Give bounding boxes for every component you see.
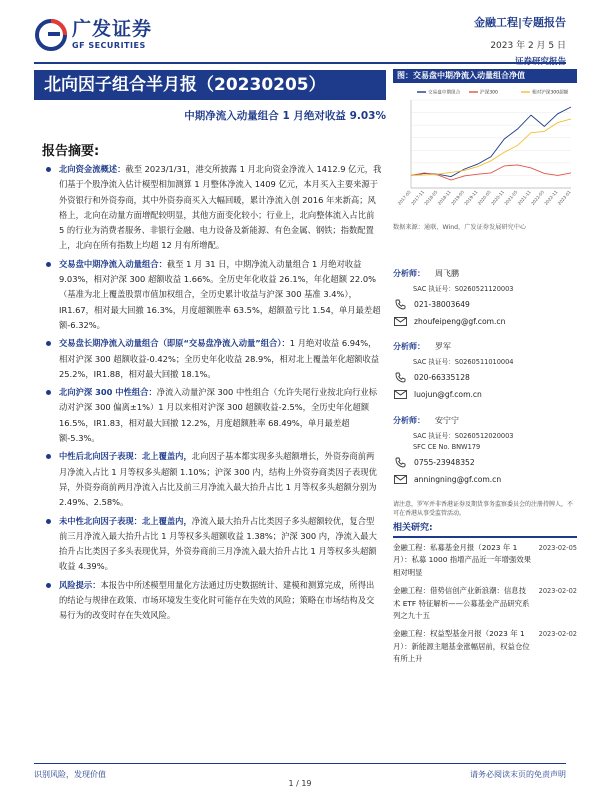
abstract-item-text: 1 月绝对收益 6.94%，相对沪深 300 超额收益-0.42%；全历史年化收益 28.9%，相对北上覆盖年化超额收益 25.2%，IR1.88，相对最大回撤 18.1%。	[59, 338, 380, 379]
related-list	[393, 542, 577, 672]
company-logo	[34, 18, 174, 52]
header-meta	[474, 14, 566, 67]
phone-icon	[393, 371, 408, 383]
chart-x-tick-label: 2021-11	[516, 189, 532, 207]
abstract-item-heading: 风险提示：	[59, 579, 101, 590]
nav-line-chart	[393, 84, 577, 216]
analyst-name: 罗军	[435, 342, 451, 351]
chart-x-tick-label: 2022-11	[543, 189, 559, 207]
analyst-note: 请注意，罗军并非香港证券及期货事务监察委员会的注册持牌人，不可在香港从事受监管活动。	[393, 501, 574, 517]
email-icon	[393, 388, 408, 400]
chart-x-tick-label: 2022-05	[530, 189, 546, 207]
abstract-item	[42, 449, 382, 510]
related-date: 2023-02-02	[538, 630, 577, 639]
abstract-item-text: 截至 1 月 31 日，中期净流入动量组合 1 月绝对收益 9.03%，相对沪深 300 超额收益 1.66%。全历史年化收益 26.1%，年化超额 22.0%（基准为北上覆盖股票市值加权组合，全历史累计收益与沪深 300 基准 3.4%），IR1.67，相对最大回撤 16.3%，月度超额胜率 63.5%，超额盈亏比 1.54，单月最差超额-6.32%。	[59, 258, 381, 330]
abstract-item-text: 北向因子基本都实现多头超额增长，外资券商前两月净流入占比 1 月等权多头超额 1.10%；沪深 300 内，结构上外资券商类因子表现优异，外资券商前两月净流入占比及前三月净流入最大抬升占比 1 月等权多头超额分别为 2.49%、2.58%。	[59, 451, 377, 508]
abstract-item	[42, 162, 382, 254]
chart-x-tick-label: 2019-11	[463, 189, 479, 207]
abstract-item-heading: 交易盘长期净流入动量组合（即原“交易盘净流入动量”组合）：	[59, 338, 290, 349]
analyst-label: 分析师：	[393, 269, 425, 278]
bullet-icon	[46, 262, 51, 267]
gf-logo-icon	[34, 18, 68, 52]
abstract-list	[42, 162, 382, 627]
chart-x-tick-label: 2017-05	[396, 189, 412, 207]
report-type: 金融工程|专题报告	[473, 16, 566, 29]
chart-legend-label: 相对沪深300超额	[532, 90, 569, 96]
email-icon	[393, 473, 408, 485]
page-number: 1 / 19	[288, 779, 312, 788]
abstract-item-heading: 交易盘中期净流入动量组合：	[59, 258, 167, 269]
analyst-label: 分析师：	[393, 416, 425, 425]
chart-x-tick-label: 2023-01	[556, 189, 572, 207]
abstract-item	[42, 514, 382, 575]
analyst-email[interactable]: luojun@gf.com.cn	[414, 389, 482, 399]
chart-x-tick-label: 2017-11	[410, 189, 426, 207]
analyst-sfc: SFC CE No. BNW179	[413, 443, 481, 451]
analyst-sac: SAC 执证号：S0260512020003	[413, 432, 514, 440]
report-title: 北向因子组合半月报（20230205）	[34, 70, 386, 100]
chart-x-tick-label: 2021-05	[503, 189, 519, 207]
chart-legend-label: 沪深300	[480, 90, 498, 96]
chart-x-tick-label: 2018-05	[423, 189, 439, 207]
bullet-icon	[46, 341, 51, 346]
bullet-icon	[46, 167, 51, 172]
analyst-name: 周飞鹏	[435, 269, 459, 278]
analyst-sac: SAC 执证号：S0260511010004	[413, 358, 514, 366]
abstract-item-heading: 未中性北向因子表现：北上覆盖内，	[59, 515, 192, 526]
phone-icon	[393, 298, 408, 310]
header-divider	[34, 62, 566, 64]
logo-cn-text: 广发证券	[72, 18, 153, 40]
analyst-email[interactable]: zhoufeipeng@gf.com.cn	[414, 316, 506, 326]
figure-source: 数据来源：通联，Wind，广发证券发展研究中心	[393, 224, 527, 231]
abstract-item	[42, 385, 382, 446]
related-date: 2023-02-05	[538, 544, 577, 552]
related-title[interactable]: 金融工程：私募基金月报（2023 年 1 月）：私募 1000 指增产品近一年增强效果相对明显	[393, 543, 532, 577]
related-title[interactable]: 金融工程：借势信创产业新浪潮：信息技术 ETF 特征解析——公募基金产品研究系列之九十五	[393, 586, 530, 621]
analyst-phone: 0755-23948352	[414, 457, 475, 467]
abstract-item-text: 净流入动量沪深 300 中性组合（允许失尾行业按北向行业标动对沪深 300 偏离±1%）1 月以来相对沪深 300 超额收益-2.5%，全历史年化超额 16.5%，IR1.83，相对最大回撤 12.2%，月度超额胜率 68.49%，单月最差超额-5.3%。	[59, 387, 378, 444]
report-date: 2023 年 2 月 5 日	[490, 41, 566, 51]
analyst-card	[393, 341, 577, 400]
footer-slogan: 识别风险，发现价值	[34, 770, 106, 779]
related-item[interactable]	[393, 542, 577, 579]
related-item[interactable]	[393, 628, 577, 665]
chart-series-line	[411, 119, 571, 175]
abstract-item-heading: 北向沪深 300 中性组合：	[59, 387, 157, 398]
analyst-phone: 020-66335128	[414, 372, 470, 382]
report-subtitle: 中期净流入动量组合 1 月绝对收益 9.03%	[184, 110, 386, 122]
related-date: 2023-02-02	[538, 587, 577, 596]
abstract-item-text: 本报告中所述模型用量化方法通过历史数据统计、建模和测算完成，所得出的结论与规律在政策、市场环境发生变化时可能存在失效的风险；策略在市场结构及交易行为的改变时存在失效风险。	[59, 579, 375, 621]
report-category	[474, 55, 566, 67]
abstract-item-text: 截至 2023/1/31，港交所披露 1 月北向资金净流入 1412.9 亿元，我们基于个股净流入估计模型相加测算 1 月整体净流入 1409 亿元，本月买入主要来源于外资银行和外资券商，其中外资券商买入大幅回暖，累计净流入创 2016 年来新高；风格上，北向在动量方面增配较明显，其他方面变化较小；行业上，北向整体流入占比前 5 的行业为消费者服务、非银行金融、电力设备及新能源、有色金属、钢铁；指数配置上，北向在所有指数上均超 12 月有所增配。	[59, 164, 382, 251]
chart-series-line	[411, 107, 571, 177]
logo-en-text: GF SECURITIES	[72, 41, 146, 50]
chart-x-tick-label: 2020-05	[476, 189, 492, 207]
related-heading: 相关研究:	[393, 520, 577, 538]
abstract-item	[42, 336, 382, 382]
footer-disclaimer: 请务必阅读末页的免责声明	[470, 770, 566, 779]
bullet-icon	[46, 390, 51, 395]
related-title[interactable]: 金融工程：权益型基金月报（2023 年 1 月）：新能源主题基金涨幅居前，权益仓位有所上升	[393, 629, 530, 664]
related-item[interactable]	[393, 585, 577, 622]
analyst-email[interactable]: anningning@gf.com.cn	[414, 474, 502, 484]
analyst-card	[393, 268, 577, 327]
figure-title: 图：交易盘中期净流入动量组合净值	[393, 69, 577, 83]
abstract-item	[42, 578, 382, 624]
chart-x-tick-label: 2020-11	[490, 189, 506, 207]
footer-divider	[34, 763, 566, 764]
abstract-item-text: 净流入最大抬升占比类因子多头超额较优，复合型前三月净流入最大抬升占比 1 月等权多头超额收益 1.38%；沪深 300 内，净流入最大抬升占比类因子多头表现优异，外资券商前三月净流入最大抬升占比 1 月等权多头超额收益 4.39%。	[59, 515, 377, 572]
chart-series-line	[411, 165, 571, 180]
email-icon	[393, 315, 408, 327]
chart-x-tick-label: 2018-11	[436, 189, 452, 207]
abstract-item-heading: 北向资金流概述：	[59, 164, 126, 174]
chart-x-tick-label: 2019-05	[450, 189, 466, 207]
bullet-icon	[46, 583, 51, 588]
abstract-item	[42, 257, 382, 333]
abstract-item-heading: 中性后北向因子表现：北上覆盖内，	[59, 451, 192, 462]
analyst-sac: SAC 执证号：S0260521120003	[413, 285, 514, 293]
analyst-card	[393, 415, 577, 485]
analyst-name: 安宁宁	[435, 416, 459, 425]
chart-legend-label: 交易盘中期组合	[428, 90, 461, 96]
analyst-phone: 021-38003649	[414, 299, 470, 309]
bullet-icon	[46, 519, 51, 524]
phone-icon	[393, 456, 408, 468]
analyst-label: 分析师：	[393, 342, 425, 351]
bullet-icon	[46, 454, 51, 459]
abstract-heading: 报告摘要:	[42, 144, 100, 159]
